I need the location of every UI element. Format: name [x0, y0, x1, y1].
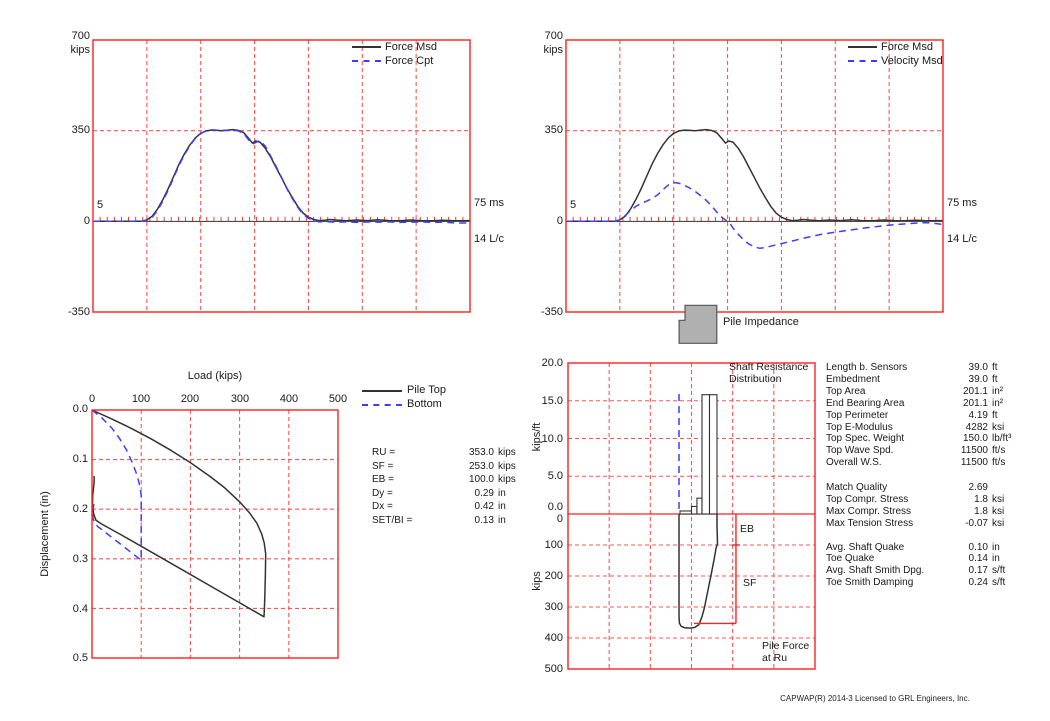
table-cell-lab: RU = [372, 447, 396, 458]
table-row [826, 362, 1023, 374]
tl-legend-sample-force-cpt [352, 60, 381, 62]
table-cell-lab: Top Compr. Stress [826, 493, 909, 505]
tl-ylabel-kips: kips [70, 44, 90, 56]
br-ytick-k200: 200 [544, 570, 563, 582]
table-row [826, 457, 1023, 469]
br-pile-force-label-line1: Pile Force [762, 640, 810, 652]
table-cell-unit: s/ft [992, 577, 1006, 589]
br-sf-label: SF [743, 577, 757, 589]
table-cell-unit [988, 482, 1023, 494]
br-ytick-15: 15.0 [541, 395, 563, 407]
br-ytick-5: 5.0 [547, 470, 563, 482]
match-results-table [826, 482, 1023, 589]
tr-ytick-neg350: -350 [540, 306, 563, 318]
bl-ytick-04: 0.4 [72, 603, 88, 615]
table-cell-unit: ft/s [992, 457, 1006, 469]
table-cell-lab: Dy = [372, 487, 393, 499]
table-cell-unit: in [498, 514, 506, 526]
table-cell-lab: Top E-Modulus [826, 421, 893, 433]
br-ytick-10: 10.0 [541, 433, 563, 445]
table-cell-unit: ft [992, 362, 998, 373]
br-pile-force-label-line2: at Ru [762, 652, 788, 664]
table-row [826, 398, 1023, 410]
bl-ytick-00: 0.0 [72, 403, 88, 415]
tr-ytick-700: 700 [544, 30, 563, 42]
br-ytick-00: 0.0 [547, 501, 563, 513]
bl-ytick-03: 0.3 [72, 553, 88, 565]
table-cell-num: 1.8 [974, 505, 988, 517]
table-cell-num [950, 530, 988, 542]
tr-xstart-label: 5 [570, 199, 577, 211]
tr-lc-label: 14 L/c [947, 233, 977, 245]
tr-legend-force-msd: Force Msd [881, 41, 933, 53]
table-cell-lab: Avg. Shaft Smith Dpg. [826, 565, 925, 577]
table-cell-unit: ksi [992, 493, 1005, 505]
table-cell-lab: Toe Quake [826, 553, 875, 565]
table-row [826, 577, 1023, 589]
table-cell-num: 2.69 [968, 482, 988, 493]
table-cell-unit: ft [992, 373, 998, 385]
table-cell-num: 0.42 [474, 501, 494, 513]
table-row [826, 506, 1023, 518]
tl-lc-label: 14 L/c [474, 233, 504, 245]
table-row [372, 473, 530, 487]
br-ytick-20: 20.0 [541, 357, 563, 369]
table-cell-num: 0.10 [968, 541, 988, 553]
br-ytick-k300: 300 [544, 601, 563, 613]
br-ytick-k500: 500 [544, 663, 563, 675]
table-row [826, 542, 1023, 554]
tr-legend-velocity-msd: Velocity Msd [881, 55, 943, 67]
table-cell-num: 150.0 [962, 433, 988, 445]
table-row [826, 422, 1023, 434]
table-row [372, 500, 530, 514]
table-cell-lab: Max Compr. Stress [826, 505, 912, 517]
tr-ytick-350: 350 [544, 124, 563, 136]
tl-legend-sample-force-msd [352, 46, 381, 48]
tr-ytick-0: 0 [556, 215, 563, 227]
br-title-line1: Shaft Resistance [729, 361, 809, 373]
table-cell-lab: SF = [372, 460, 394, 472]
table-cell-num: 0.29 [474, 487, 494, 499]
br-ylabel-upper: kips/ft [531, 422, 543, 452]
bl-legend-bottom: Bottom [407, 398, 442, 410]
table-cell-num: 201.1 [962, 397, 988, 409]
tr-ylabel-kips: kips [543, 44, 563, 56]
bl-xtick-100: 100 [131, 393, 151, 405]
table-cell-lab: Top Spec. Weight [826, 433, 905, 445]
table-cell-num: 39.0 [968, 362, 988, 373]
br-eb-label: EB [740, 523, 755, 535]
table-row [826, 410, 1023, 422]
tl-ytick-0: 0 [83, 215, 90, 227]
bl-legend-pile-top: Pile Top [407, 384, 446, 396]
tr-legend-sample-velocity-msd [848, 60, 877, 62]
table-cell-num: 0.17 [968, 565, 988, 577]
table-cell-lab: Dx = [372, 501, 393, 513]
table-cell-num: 253.0 [468, 460, 494, 472]
table-cell-lab [826, 530, 950, 542]
table-row [372, 514, 530, 528]
table-cell-unit [988, 530, 1023, 542]
table-cell-unit: in² [992, 385, 1004, 397]
table-row [372, 446, 530, 460]
table-cell-unit: in² [992, 397, 1004, 409]
table-row [826, 530, 1023, 542]
tr-xend-label: 75 ms [947, 197, 977, 209]
table-cell-lab: Top Wave Spd. [826, 445, 894, 457]
table-row [372, 487, 530, 501]
table-cell-unit: s/ft [992, 565, 1006, 577]
table-cell-unit: kips [498, 447, 516, 458]
tr-legend-sample-force-msd [848, 46, 877, 48]
table-row [826, 553, 1023, 565]
tl-xstart-label: 5 [97, 199, 104, 211]
table-row [826, 494, 1023, 506]
table-cell-lab: End Bearing Area [826, 397, 905, 409]
table-cell-lab: EB = [372, 474, 394, 486]
table-cell-num: 0.13 [474, 514, 494, 526]
tl-ytick-neg350: -350 [67, 306, 90, 318]
table-cell-lab: SET/BI = [372, 514, 413, 526]
bl-xtick-500: 500 [328, 393, 348, 405]
bl-ytick-05: 0.5 [72, 652, 88, 664]
table-cell-num: 353.0 [468, 447, 494, 458]
bl-title: Load (kips) [187, 370, 243, 382]
table-row [372, 460, 530, 474]
tl-ytick-700: 700 [71, 30, 90, 42]
table-cell-unit: lb/ft³ [992, 433, 1012, 445]
br-ytick-k400: 400 [544, 632, 563, 644]
table-row [826, 374, 1023, 386]
table-cell-unit: ksi [992, 421, 1005, 433]
table-cell-unit: in [498, 501, 506, 513]
table-cell-unit: in [992, 553, 1000, 565]
pile-properties-table [826, 362, 1023, 469]
bl-ytick-02: 0.2 [72, 503, 88, 515]
table-cell-num: 0.14 [968, 553, 988, 565]
footer-license-text: CAPWAP(R) 2014-3 Licensed to GRL Engineers, Inc. [780, 694, 970, 703]
table-cell-unit: ksi [992, 517, 1005, 529]
table-cell-num: 0.24 [968, 577, 988, 589]
table-cell-num: 1.8 [974, 493, 988, 505]
table-row [826, 482, 1023, 494]
table-cell-lab: Top Perimeter [826, 409, 889, 421]
table-row [826, 386, 1023, 398]
tl-xend-label: 75 ms [474, 197, 504, 209]
table-cell-num: 4.19 [968, 409, 988, 421]
table-cell-lab: Max Tension Stress [826, 517, 914, 529]
table-cell-num: 201.1 [962, 385, 988, 397]
table-cell-lab: Toe Smith Damping [826, 577, 914, 589]
tl-legend-force-msd: Force Msd [385, 41, 437, 53]
bl-xtick-0: 0 [88, 393, 96, 405]
br-ytick-k100: 100 [544, 539, 563, 551]
tl-ytick-350: 350 [71, 124, 90, 136]
table-cell-num: 100.0 [468, 474, 494, 486]
pile-impedance-label: Pile Impedance [723, 316, 799, 328]
table-cell-lab: Avg. Shaft Quake [826, 541, 905, 553]
tl-legend-force-cpt: Force Cpt [385, 55, 434, 67]
table-cell-unit: ft/s [992, 445, 1006, 457]
table-cell-unit: ksi [992, 505, 1005, 517]
table-cell-lab: Match Quality [826, 482, 888, 493]
table-cell-unit: kips [498, 460, 516, 472]
table-row [826, 518, 1023, 530]
bl-xtick-200: 200 [180, 393, 200, 405]
table-cell-unit: in [992, 541, 1000, 553]
bl-xtick-300: 300 [230, 393, 250, 405]
table-cell-lab: Embedment [826, 373, 880, 385]
table-cell-lab: Length b. Sensors [826, 362, 908, 373]
bl-legend-sample-bottom [362, 404, 402, 406]
br-ytick-k0: 0 [556, 513, 563, 525]
table-cell-num: 11500 [960, 445, 988, 457]
bl-legend-sample-pile-top [362, 390, 402, 392]
table-row [826, 565, 1023, 577]
bl-xtick-400: 400 [279, 393, 299, 405]
bl-ytick-01: 0.1 [72, 453, 88, 465]
table-row [826, 445, 1023, 457]
table-cell-unit: kips [498, 474, 516, 486]
br-title-line2: Distribution [729, 373, 782, 385]
table-cell-lab: Top Area [826, 385, 866, 397]
table-cell-lab: Overall W.S. [826, 457, 882, 469]
bl-ylabel: Displacement (in) [39, 491, 51, 577]
results-block [372, 446, 530, 528]
table-cell-unit: in [498, 487, 506, 499]
table-cell-unit: ft [992, 409, 998, 421]
table-cell-num: 39.0 [968, 373, 988, 385]
table-cell-num: 4282 [965, 421, 988, 433]
table-row [826, 433, 1023, 445]
table-cell-num: 11500 [960, 457, 988, 469]
table-cell-num: -0.07 [965, 517, 988, 529]
br-ylabel-lower: kips [531, 571, 543, 591]
